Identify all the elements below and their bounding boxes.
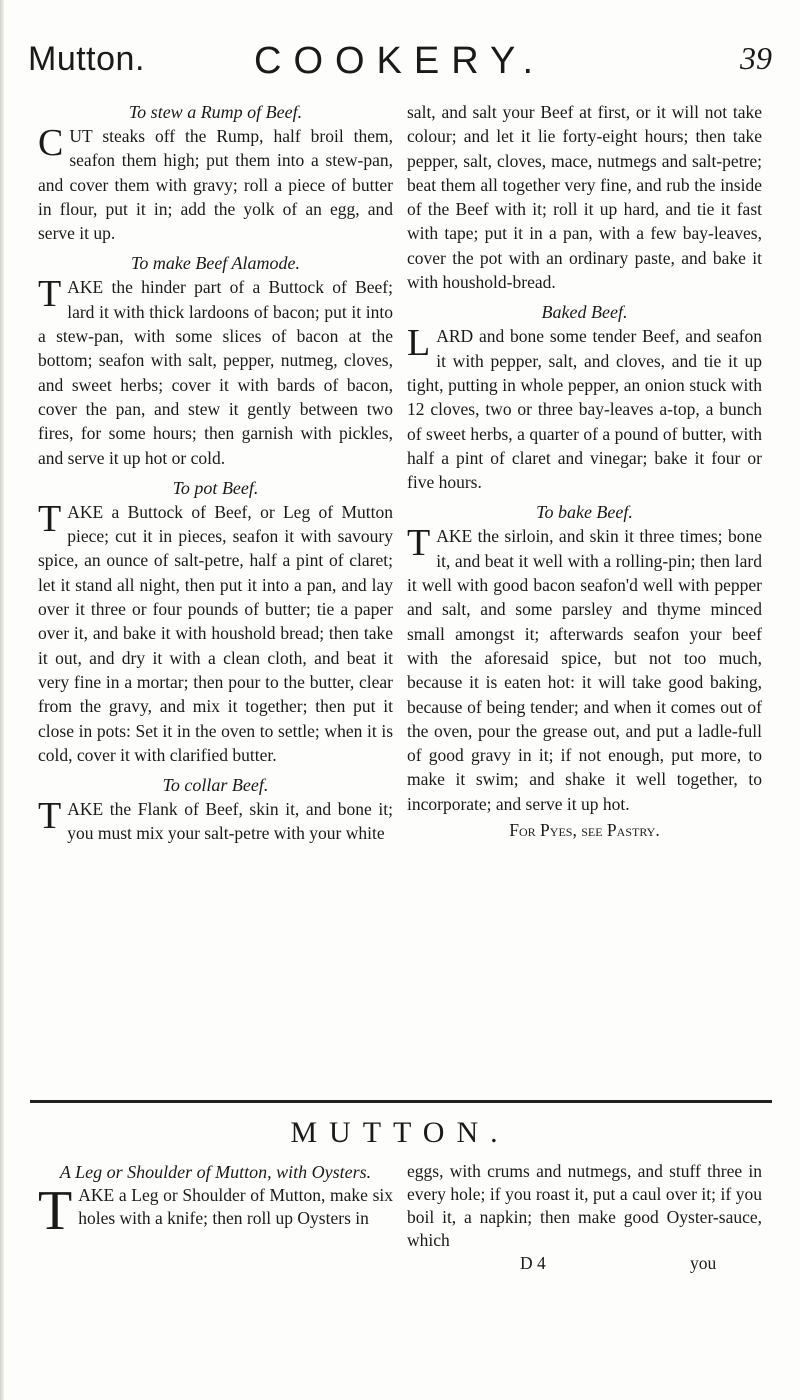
- drop-cap: L: [407, 322, 431, 365]
- recipe-body: [407, 524, 762, 816]
- recipe-text: AKE the Flank of Beef, skin it, and bone it; you must mix your salt-petre with your white: [67, 799, 393, 844]
- recipe-heading: To collar Beef.: [162, 775, 269, 796]
- section-title: MUTTON.: [290, 1116, 510, 1149]
- drop-cap: C: [38, 122, 64, 164]
- recipe-text: eggs, with crums and nutmegs, and stuff three in every hole; if you roast it, put a caul over it; if you boil it, a napkin; then make good Oyster-sauce, which: [407, 1161, 762, 1250]
- drop-cap: T: [407, 522, 431, 565]
- recipe-text: AKE the hinder part of a Buttock of Beef; lard it with thick lardoons of bacon; put it into a stew-pan, with some slices of bacon at the bottom; seafon with salt, pepper, nutmeg, cloves, and sweet herbs; cover it with bards of bacon, cover the pan, and stew it gently between two fires, for some hours; then garnish with pickles, and serve it up hot or cold.: [38, 277, 393, 468]
- cross-reference: [407, 818, 762, 842]
- mutton-left-column: [38, 1160, 393, 1242]
- recipe-text: AKE a Leg or Shoulder of Mutton, make six holes with a knife; then roll up Oysters in: [78, 1185, 393, 1228]
- recipe-body: [38, 1180, 393, 1242]
- recipe-body: [38, 497, 393, 767]
- recipe-heading: To stew a Rump of Beef.: [128, 102, 303, 122]
- drop-cap: T: [38, 273, 62, 316]
- recipe-body: [407, 100, 762, 294]
- page-edge-shadow: [0, 0, 4, 1400]
- drop-cap: T: [38, 497, 62, 540]
- recipe-text: ARD and bone some tender Beef, and seafon it with pepper, salt, and cloves, and tie it up tight, putting in whole pepper, an onion stuck with 12 cloves, two or three bay-leaves a-top, a bunch of sweet herbs, a quarter of a pound of butter, with half a pint of claret and vinegar; bake it four or five hours.: [407, 326, 762, 493]
- running-head-left: Mutton.: [28, 40, 145, 78]
- running-head: [28, 36, 772, 86]
- right-column: [407, 100, 762, 843]
- drop-cap: T: [38, 795, 62, 838]
- recipe-text: UT steaks off the Rump, half broil them, seafon them high; put them into a stew-pan, and cover them with gravy; roll a piece of butter in flour, put it in; add the yolk of an egg, and serve it up.: [38, 126, 393, 244]
- recipe-heading: A Leg or Shoulder of Mutton, with Oysters.: [59, 1162, 372, 1182]
- section-divider-rule: [30, 1100, 772, 1103]
- recipe-text: salt, and salt your Beef at first, or it will not take colour; and let it lie forty-eight hours; then take pepper, salt, cloves, mace, nutmegs and salt-petre; beat them all together very fine, and rub the inside of the Beef with it; roll it up hard, and tie it fast with tape; put it in a pan, with a few bay-leaves, cover the pot with an ordinary paste, and bake it with houshold-bread.: [407, 102, 762, 293]
- catchword: you: [690, 1253, 717, 1273]
- recipe-body: [407, 1160, 762, 1252]
- recipe-heading: Baked Beef.: [541, 302, 628, 323]
- drop-cap: T: [38, 1180, 73, 1242]
- left-column: [38, 100, 393, 847]
- recipe-body: [38, 797, 393, 846]
- recipe-text: AKE a Buttock of Beef, or Leg of Mutton piece; cut it in pieces, seafon it with savoury spice, an ounce of salt-petre, half a pint of claret; let it stand all night, then put it into a pan, and lay over it three or four pounds of butter; tie a paper over it, and bake it with houshold bread; then take it out, and dry it with a clean cloth, and beat it very fine in a mortar; then pour to the butter, clear from the gravy, and mix it together; then put it close in pots: Set it in the oven to settle; when it is cold, cover it with clarified butter.: [38, 501, 393, 765]
- recipe-text: AKE the sirloin, and skin it three times; bone it, and beat it well with a rolling-pin; then lard it well with good bacon seafon'd well with pepper and salt, and some parsley and thyme minced small amongst it; afterwards seafon your beef with the aforesaid spice, but not too much, because it is eaten hot: it will take good baking, because of being tender; and when it comes out of the oven, pour the grease out, and put a ladle-full of good gravy in it; if not enough, put more, to make it swim; and shake it well together, to incorporate; and serve it up hot.: [407, 526, 762, 814]
- recipe-body: [407, 324, 762, 494]
- recipe-body: [38, 124, 393, 245]
- signature-mark: D 4: [520, 1253, 546, 1273]
- page-number: 39: [740, 40, 772, 76]
- mutton-right-column: [407, 1160, 762, 1253]
- recipe-heading: To pot Beef.: [172, 477, 259, 498]
- cross-reference-text: For Pyes, see Pastry.: [509, 820, 660, 841]
- recipe-body: [38, 275, 393, 469]
- running-head-title: COOKERY.: [254, 40, 546, 82]
- recipe-heading: To make Beef Alamode.: [131, 253, 300, 274]
- recipe-heading: To bake Beef.: [536, 502, 633, 523]
